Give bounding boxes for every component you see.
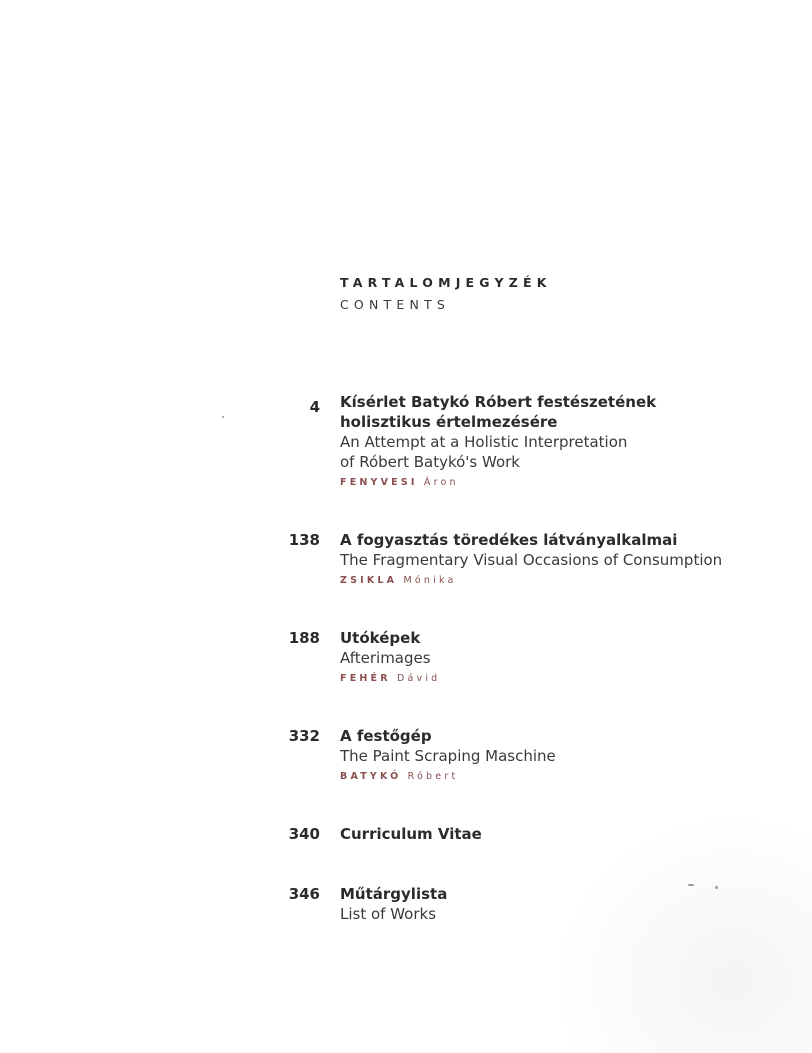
author-surname: FEHÉR xyxy=(340,673,391,684)
page-number: 340 xyxy=(288,825,320,843)
heading-english: CONTENTS xyxy=(340,297,450,312)
entry-body xyxy=(340,530,790,588)
heading-hungarian: TARTALOMJEGYZÉK xyxy=(340,275,552,290)
title-hungarian: A fogyasztás töredékes látványalkalmai xyxy=(340,531,678,549)
entry-body xyxy=(340,726,790,784)
contents-heading xyxy=(340,275,552,313)
page-number: 4 xyxy=(309,398,320,416)
author-surname: FENYVESI xyxy=(340,477,418,488)
page-number: 346 xyxy=(288,885,320,903)
author xyxy=(340,476,790,490)
author xyxy=(340,574,790,588)
title-hungarian: A festőgép xyxy=(340,727,432,745)
scan-speck xyxy=(715,886,718,889)
title-english: List of Works xyxy=(340,905,437,923)
page-number: 188 xyxy=(288,629,320,647)
author xyxy=(340,672,790,686)
page-shadow xyxy=(552,813,812,1053)
title-hungarian: Kísérlet Batykó Róbert festészetének xyxy=(340,393,657,411)
page-number: 138 xyxy=(288,531,320,549)
title-english: The Paint Scraping Maschine xyxy=(340,747,556,765)
title-english: An Attempt at a Holistic Interpretation xyxy=(340,433,628,451)
title-english: The Fragmentary Visual Occasions of Consumption xyxy=(340,551,723,569)
page-number: 332 xyxy=(288,727,320,745)
entry-body xyxy=(340,824,790,844)
author xyxy=(340,770,790,784)
title-hungarian: Utóképek xyxy=(340,629,421,647)
author-given-name: Dávid xyxy=(396,673,441,684)
title-hungarian: Műtárgylista xyxy=(340,885,448,903)
title-hungarian-line-2: holisztikus értelmezésére xyxy=(340,413,558,431)
scan-speck xyxy=(222,416,224,418)
scan-speck xyxy=(688,884,694,886)
author-surname: ZSIKLA xyxy=(340,575,398,586)
title-english-line-2: of Róbert Batykó's Work xyxy=(340,453,520,471)
author-surname: BATYKÓ xyxy=(340,771,402,782)
author-given-name: Mónika xyxy=(403,575,457,586)
entry-body xyxy=(340,628,790,686)
author-given-name: Áron xyxy=(423,477,459,488)
author-given-name: Róbert xyxy=(407,771,459,782)
title-hungarian: Curriculum Vitae xyxy=(340,825,482,843)
entry-body xyxy=(340,392,790,490)
title-english: Afterimages xyxy=(340,649,431,667)
entry-body xyxy=(340,884,790,924)
